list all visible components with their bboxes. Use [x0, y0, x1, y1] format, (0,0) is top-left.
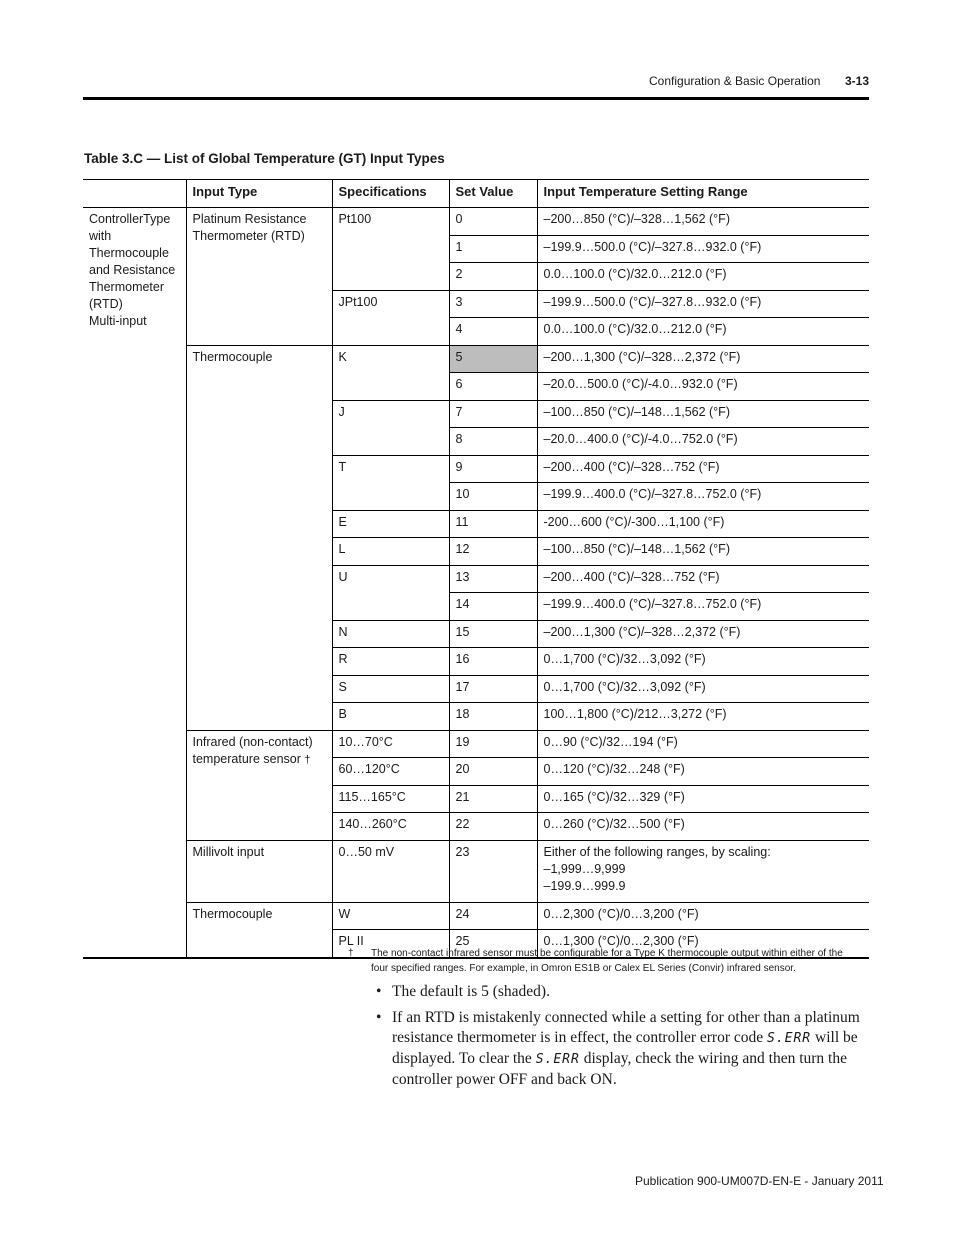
- table-row: [83, 840, 869, 902]
- error-code: S.ERR: [535, 1052, 580, 1067]
- input-type-cell-infrared: [186, 730, 332, 840]
- rtd-note-text: If an RTD is mistakenly connected while a setting for other than a platinum resistance thermometer is in effect, the controller error code: [392, 1009, 860, 1046]
- range-cell: –20.0…500.0 (°C)/-4.0…932.0 (°F): [537, 373, 869, 401]
- spec-cell: N: [332, 620, 449, 648]
- range-cell: 0…165 (°C)/32…329 (°F): [537, 785, 869, 813]
- range-cell: –199.9…400.0 (°C)/–327.8…752.0 (°F): [537, 593, 869, 621]
- controller-type-line: and Resistance: [89, 263, 176, 277]
- range-cell: 0…120 (°C)/32…248 (°F): [537, 758, 869, 786]
- range-line: –1,999…9,999: [543, 861, 626, 876]
- input-type-cell-thermocouple: Thermocouple: [186, 345, 332, 730]
- list-item: [376, 1008, 868, 1090]
- input-type-line: Thermometer (RTD): [192, 229, 305, 243]
- input-type-text: temperature sensor: [192, 751, 301, 766]
- set-value-cell: 11: [449, 510, 537, 538]
- input-type-line: [193, 751, 326, 769]
- spec-cell: W: [332, 902, 449, 930]
- footnote: [348, 946, 868, 976]
- range-cell: –199.9…400.0 (°C)/–327.8…752.0 (°F): [537, 483, 869, 511]
- range-line: –199.9…999.9: [543, 878, 626, 893]
- set-value-cell: 13: [449, 565, 537, 593]
- set-value-cell: 20: [449, 758, 537, 786]
- spec-cell: PL II: [332, 930, 449, 958]
- spec-cell: Pt100: [332, 208, 449, 291]
- range-cell: –200…400 (°C)/–328…752 (°F): [537, 565, 869, 593]
- range-cell: 0…2,300 (°C)/0…3,200 (°F): [537, 902, 869, 930]
- set-value-cell: 18: [449, 703, 537, 731]
- range-cell: 0…260 (°C)/32…500 (°F): [537, 813, 869, 841]
- set-value-cell: 0: [449, 208, 537, 236]
- set-value-cell: 25: [449, 930, 537, 958]
- set-value-cell: 23: [449, 840, 537, 902]
- set-value-cell: 1: [449, 235, 537, 263]
- spec-cell: K: [332, 345, 449, 400]
- set-value-cell: 19: [449, 730, 537, 758]
- rtd-note-text: will be displayed. To clear the: [392, 1029, 858, 1067]
- set-value-cell: 16: [449, 648, 537, 676]
- header-rule: [83, 97, 869, 100]
- range-cell-multiline: [537, 840, 869, 902]
- column-header-specifications: Specifications: [332, 180, 449, 208]
- controller-type-line: (RTD): [89, 297, 123, 311]
- range-cell: –200…1,300 (°C)/–328…2,372 (°F): [537, 620, 869, 648]
- range-cell: 0…1,300 (°C)/0…2,300 (°F): [537, 930, 869, 958]
- set-value-cell: 3: [449, 290, 537, 318]
- spec-cell: S: [332, 675, 449, 703]
- gt-input-types-table: [83, 179, 869, 959]
- set-value-cell: 14: [449, 593, 537, 621]
- column-header-input-type: Input Type: [186, 180, 332, 208]
- default-note-text: The default is 5 (shaded).: [392, 983, 550, 1000]
- range-cell: 0…1,700 (°C)/32…3,092 (°F): [537, 675, 869, 703]
- input-type-line: Platinum Resistance: [192, 212, 307, 226]
- set-value-cell: 6: [449, 373, 537, 401]
- bullet-icon: •: [376, 1009, 382, 1026]
- range-cell: 0…1,700 (°C)/32…3,092 (°F): [537, 648, 869, 676]
- range-cell: -200…600 (°C)/-300…1,100 (°F): [537, 510, 869, 538]
- set-value-cell: 12: [449, 538, 537, 566]
- spec-cell: T: [332, 455, 449, 510]
- set-value-cell: 2: [449, 263, 537, 291]
- controller-type-cell: [83, 208, 186, 958]
- controller-type-line: with: [89, 229, 112, 243]
- range-cell: –200…850 (°C)/–328…1,562 (°F): [537, 208, 869, 236]
- input-type-line: Infrared (non-contact): [192, 734, 313, 749]
- controller-type-line: Multi-input: [89, 314, 147, 328]
- set-value-cell: 4: [449, 318, 537, 346]
- set-value-cell: 8: [449, 428, 537, 456]
- spec-cell: 0…50 mV: [332, 840, 449, 902]
- spec-cell: JPt100: [332, 290, 449, 345]
- input-type-cell-millivolt: Millivolt input: [186, 840, 332, 902]
- range-cell: –199.9…500.0 (°C)/–327.8…932.0 (°F): [537, 290, 869, 318]
- range-cell: 0.0…100.0 (°C)/32.0…212.0 (°F): [537, 263, 869, 291]
- range-cell: –200…400 (°C)/–328…752 (°F): [537, 455, 869, 483]
- rtd-note-text: display, check the wiring and then turn the controller power OFF and back ON.: [392, 1050, 847, 1088]
- dagger-footnote-mark: †: [348, 948, 354, 959]
- spec-cell: E: [332, 510, 449, 538]
- spec-cell: R: [332, 648, 449, 676]
- range-cell: –199.9…500.0 (°C)/–327.8…932.0 (°F): [537, 235, 869, 263]
- table-row: [83, 208, 869, 236]
- footnote-text: [371, 946, 868, 976]
- page-number: 3-13: [845, 74, 870, 88]
- spec-cell: 140…260°C: [332, 813, 449, 841]
- range-cell: 0.0…100.0 (°C)/32.0…212.0 (°F): [537, 318, 869, 346]
- controller-type-line: Thermocouple: [89, 246, 169, 260]
- set-value-cell: 17: [449, 675, 537, 703]
- table-row: [83, 730, 869, 758]
- set-value-cell: 21: [449, 785, 537, 813]
- set-value-cell: 22: [449, 813, 537, 841]
- spec-cell: 10…70°C: [332, 730, 449, 758]
- input-type-cell-thermocouple: Thermocouple: [186, 902, 332, 958]
- spec-cell: 115…165°C: [332, 785, 449, 813]
- column-header: [83, 180, 186, 208]
- footnote-line: four specified ranges. For example, in Omron ES1B or Calex EL Series (Convir) infrared sensor.: [371, 963, 796, 974]
- table-caption: Table 3.C — List of Global Temperature (GT) Input Types: [84, 151, 445, 166]
- controller-type-line: Thermometer: [89, 280, 165, 294]
- range-cell: –100…850 (°C)/–148…1,562 (°F): [537, 400, 869, 428]
- range-cell: –200…1,300 (°C)/–328…2,372 (°F): [537, 345, 869, 373]
- spec-cell: U: [332, 565, 449, 620]
- set-value-cell: 10: [449, 483, 537, 511]
- spec-cell: B: [332, 703, 449, 731]
- range-cell: 0…90 (°C)/32…194 (°F): [537, 730, 869, 758]
- set-value-cell-default: 5: [449, 345, 537, 373]
- error-code: S.ERR: [767, 1031, 812, 1046]
- footnote-line: The non-contact infrared sensor must be configurable for a Type K thermocouple output within either of the: [371, 948, 843, 959]
- spec-cell: 60…120°C: [332, 758, 449, 786]
- table-row: [83, 345, 869, 373]
- set-value-cell: 7: [449, 400, 537, 428]
- range-line: Either of the following ranges, by scaling:: [543, 844, 771, 859]
- column-header-set-value: Set Value: [449, 180, 537, 208]
- publication-footer: Publication 900-UM007D-EN-E - January 2011: [635, 1174, 884, 1188]
- set-value-cell: 15: [449, 620, 537, 648]
- range-cell: 100…1,800 (°C)/212…3,272 (°F): [537, 703, 869, 731]
- range-cell: –20.0…400.0 (°C)/-4.0…752.0 (°F): [537, 428, 869, 456]
- set-value-cell: 9: [449, 455, 537, 483]
- dagger-footnote-mark: †: [304, 753, 311, 766]
- bullet-icon: •: [376, 983, 382, 1000]
- table-header-row: [83, 180, 869, 208]
- table-row: [83, 902, 869, 930]
- range-cell: –100…850 (°C)/–148…1,562 (°F): [537, 538, 869, 566]
- input-type-cell-rtd: [186, 208, 332, 346]
- list-item: [376, 982, 868, 1002]
- spec-cell: J: [332, 400, 449, 455]
- notes-list: [376, 982, 868, 1096]
- set-value-cell: 24: [449, 902, 537, 930]
- spec-cell: L: [332, 538, 449, 566]
- controller-type-line: ControllerType: [89, 212, 171, 226]
- column-header-temperature-range: Input Temperature Setting Range: [537, 180, 869, 208]
- running-header-title: Configuration & Basic Operation: [649, 74, 821, 88]
